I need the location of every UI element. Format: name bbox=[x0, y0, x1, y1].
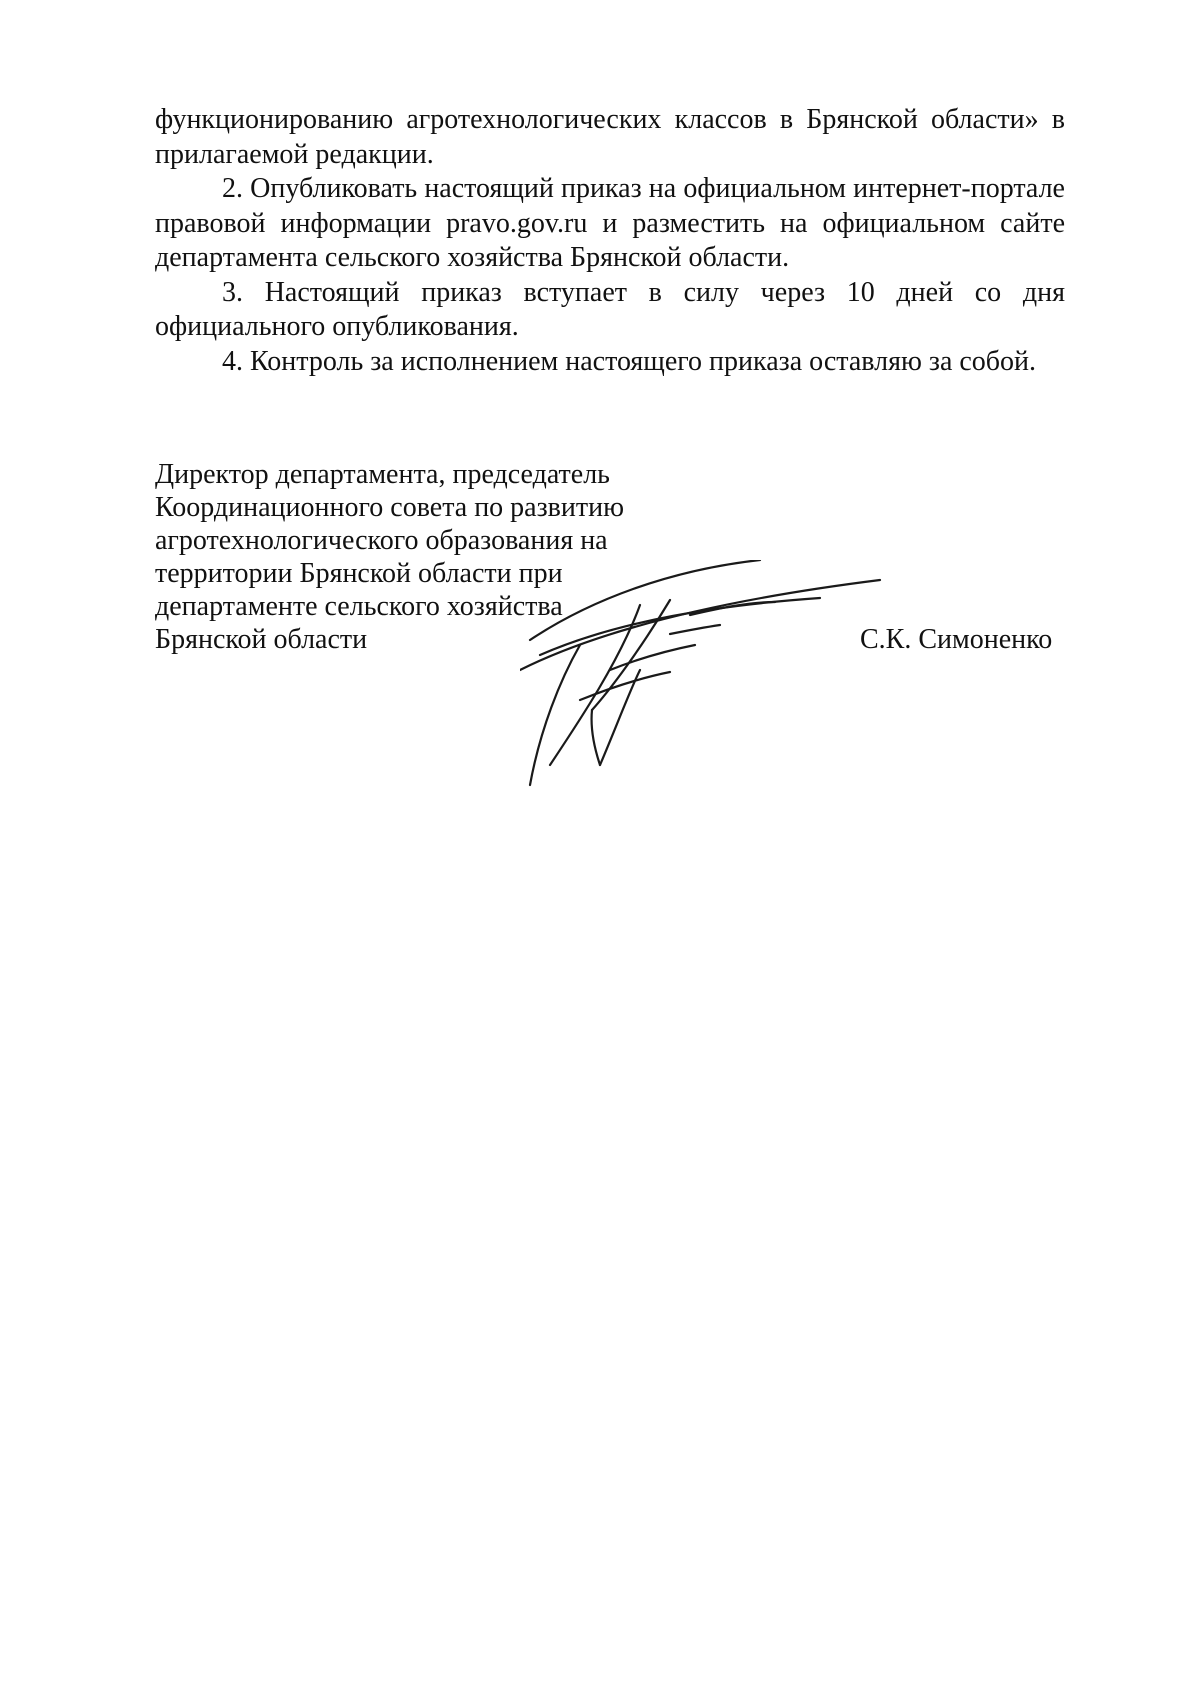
paragraph-item-3: 3. Настоящий приказ вступает в силу через 10 дней со дня официального опубликования. bbox=[155, 276, 1065, 342]
document-body bbox=[155, 103, 1065, 379]
signatory-position-line: Брянской области bbox=[155, 624, 368, 655]
signatory-position-line: департаменте сельского хозяйства bbox=[155, 591, 563, 622]
signatory-position-line: Директор департамента, председатель bbox=[155, 459, 610, 490]
paragraph-item-2: 2. Опубликовать настоящий приказ на официальном интернет-портале правовой информации pravo.gov.ru и разместить на официальном сайте департамента сельского хозяйства Брянской области. bbox=[155, 173, 1065, 273]
signatory-position-line: агротехнологического образования на bbox=[155, 525, 608, 556]
signatory-position-line: территории Брянской области при bbox=[155, 558, 563, 589]
handwritten-signature bbox=[520, 560, 890, 800]
signatory-name: С.К. Симоненко bbox=[860, 624, 1053, 655]
paragraph-item-4: 4. Контроль за исполнением настоящего приказа оставляю за собой. bbox=[222, 345, 1037, 377]
paragraph-continuation: функционированию агротехнологических классов в Брянской области» в прилагаемой редакции. bbox=[155, 104, 1065, 170]
signatory-position-line: Координационного совета по развитию bbox=[155, 492, 625, 523]
